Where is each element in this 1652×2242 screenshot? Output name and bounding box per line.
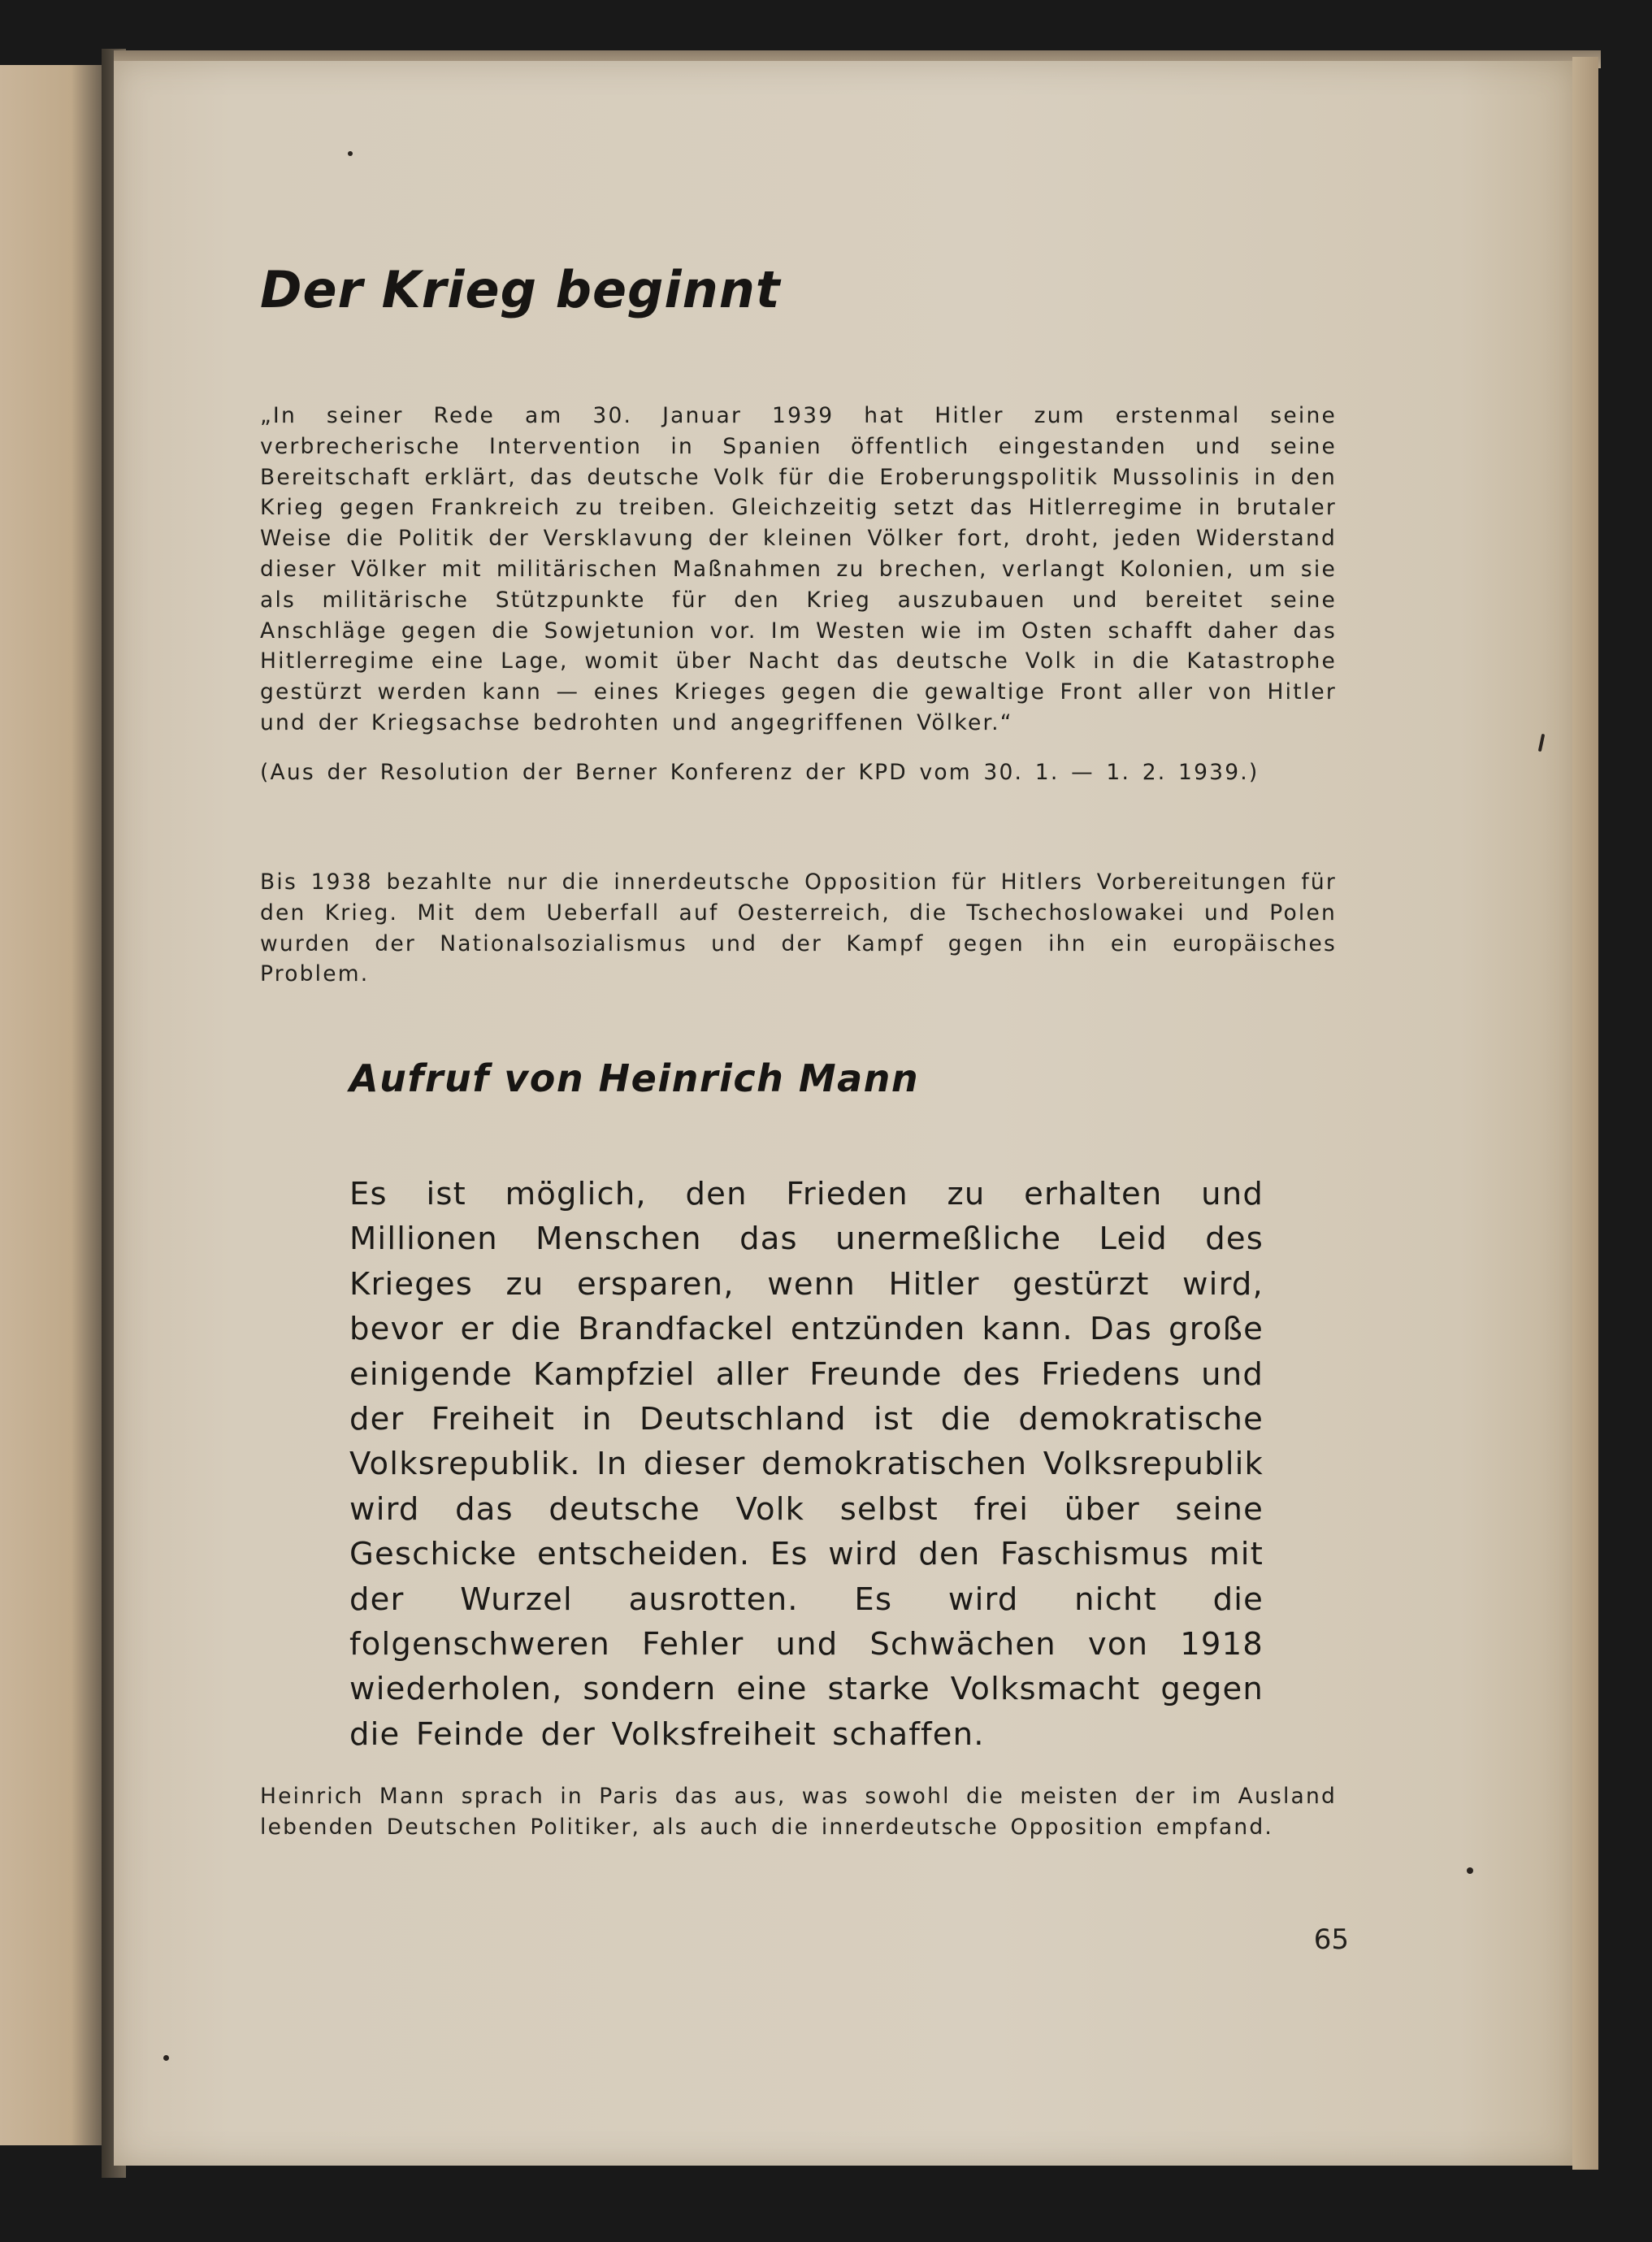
page-number: 65 xyxy=(1313,1923,1349,1956)
appeal-text: Es ist möglich, den Frieden zu erhalten und Millionen Menschen das unermeßliche Leid des Krieges zu ersparen, wenn Hitler gestürzt wird, bevor er die Brandfackel entzünden kann. Das große einigende Kampfziel aller Freunde des Friedens und der Freiheit in Deutschland ist die demokratische Volksrepublik. In dieser demokratischen Volksrepublik wird das deutsche Volk selbst frei über seine Geschicke entscheiden. Es wird den Faschismus mit der Wurzel ausrotten. Es wird nicht die folgenschweren Fehler und Schwächen von 1918 wiederholen, sondern eine starke Volksmacht gegen die Feinde der Volksfreiheit schaffen. xyxy=(349,1176,1264,1753)
facing-page-edge xyxy=(0,65,102,2145)
closing-paragraph: Heinrich Mann sprach in Paris das aus, was sowohl die meisten der im Ausland lebenden Deutschen Politiker, als auch die innerdeutsche Opposition empfand. xyxy=(260,1784,1337,1840)
paper-speck xyxy=(1467,1867,1473,1874)
intro-paragraph: Bis 1938 bezahlte nur die innerdeutsche Opposition für Hitlers Vorbereitungen für den Krieg. Mit dem Ueberfall auf Oesterreich, die Tschechoslowakei und Polen wurden der Nationalsozialismus und der Kampf gegen ihn ein europäisches Problem. xyxy=(260,869,1337,987)
page-fore-edge xyxy=(1572,57,1598,2170)
paper-speck xyxy=(348,151,353,156)
page-title: Der Krieg beginnt xyxy=(260,260,781,319)
resolution-source: (Aus der Resolution der Berner Konferenz der KPD vom 30. 1. — 1. 2. 1939.) xyxy=(260,760,1260,785)
book-page xyxy=(114,61,1576,2166)
paper-speck xyxy=(163,2055,169,2061)
resolution-quote: „In seiner Rede am 30. Januar 1939 hat Hitler zum erstenmal seine verbrecherische Intervention in Spanien öffentlich eingestanden und seine Bereitschaft erklärt, das deutsche Volk für die Eroberungspolitik Mussolinis in den Krieg gegen Frankreich zu treiben. Gleichzeitig setzt das Hitlerregime in brutaler Weise die Politik der Versklavung der kleinen Völker fort, droht, jeden Widerstand dieser Völker mit militärischen Maßnahmen zu brechen, verlangt Kolonien, um sie als militärische Stützpunkte für den Krieg auszubauen und bereitet seine Anschläge gegen die Sowjetunion vor. Im Westen wie im Osten schafft daher das Hitlerregime eine Lage, womit über Nacht das deutsche Volk in die Katastrophe gestürzt werden kann — eines Krieges gegen die gewaltige Front aller von Hitler und der Kriegsachse bedrohten und angegriffenen Völker.“ xyxy=(260,403,1337,735)
section-subtitle: Aufruf von Heinrich Mann xyxy=(349,1056,920,1100)
